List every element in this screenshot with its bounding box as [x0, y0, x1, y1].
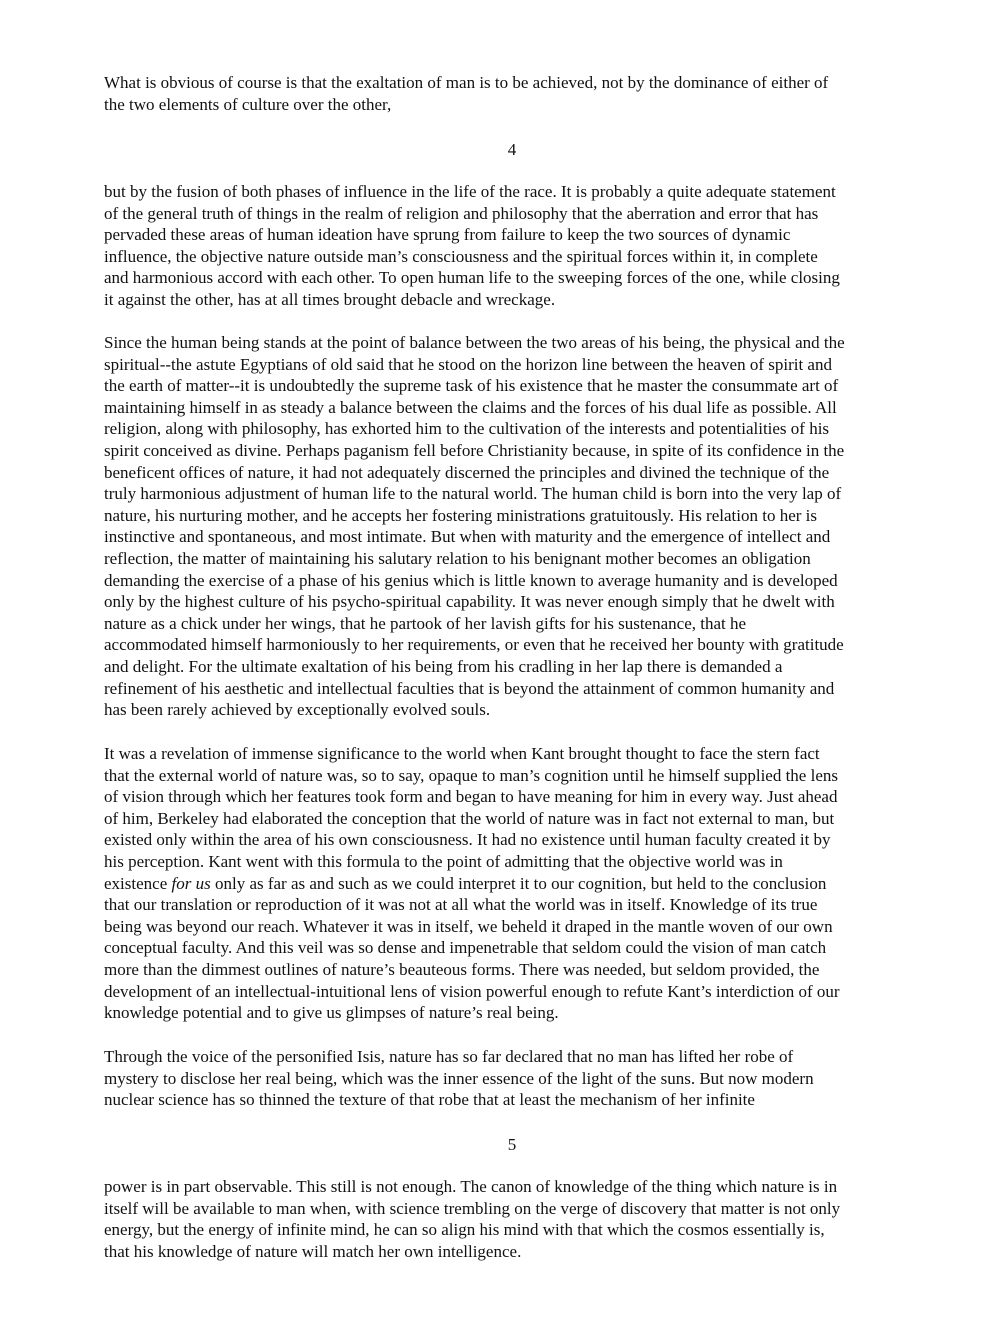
text-line: that the external world of nature was, so to say, opaque to man’s cognition until he himself supplied the lens — [104, 765, 838, 785]
text-line: only by the highest culture of his psycho-spiritual capability. It was never enough simply that he dwelt with — [104, 592, 835, 612]
text-line: itself will be available to man when, with science trembling on the verge of discovery that matter is not only — [104, 1198, 841, 1218]
text-line: demanding the exercise of a phase of his genius which is little known to average humanity and is developed — [104, 570, 838, 590]
text-line: but by the fusion of both phases of influence in the life of the race. It is probably a quite adequate statement — [104, 182, 836, 201]
text-line: has been rarely achieved by exceptionally evolved souls. — [104, 700, 491, 720]
text-line: existed only within the area of his own consciousness. It had no existence until human faculty created it by — [104, 830, 831, 850]
text-line: nature, his nurturing mother, and he accepts her fostering ministrations gratuitously. His relation to her is — [104, 505, 817, 525]
text-line: nuclear science has so thinned the texture of that robe that at least the mechanism of her infinite — [104, 1090, 755, 1110]
page-number: 5 — [507, 1135, 517, 1154]
text-line: It was a revelation of immense significance to the world when Kant brought thought to face the stern fact — [104, 744, 820, 763]
text-line: spirit conceived as divine. Perhaps paganism fell before Christianity because, in spite of its confidence in the — [104, 440, 845, 460]
text-line: power is in part observable. This still is not enough. The canon of knowledge of the thing which nature is in — [104, 1177, 838, 1196]
italic-emphasis: for us — [171, 873, 211, 893]
text-line: spiritual--the astute Egyptians of old said that he stood on the horizon line between the heaven of spirit and — [104, 354, 832, 374]
text-line: being was beyond our reach. Whatever it was in itself, we beheld it draped in the mantle woven of our own — [104, 916, 833, 936]
text-line: refinement of his aesthetic and intellectual faculties that is beyond the attainment of common humanity and — [104, 678, 835, 698]
text-line: nature as a chick under her wings, that he partook of her lavish gifts for his sustenance, that he — [104, 613, 747, 633]
text-line: the two elements of culture over the other, — [104, 94, 392, 114]
text-line: of the general truth of things in the realm of religion and philosophy that the aberration and error that has — [104, 203, 819, 223]
text-line: Through the voice of the personified Isis, nature has so far declared that no man has lifted her robe of — [104, 1047, 794, 1066]
text-line: mystery to disclose her real being, which was the inner essence of the light of the suns. But now modern — [104, 1068, 814, 1088]
text-line: development of an intellectual-intuitional lens of vision powerful enough to refute Kant’s interdiction of our — [104, 981, 840, 1001]
text-line: religion, along with philosophy, has exhorted him to the cultivation of the interests and potentialities of his — [104, 419, 830, 439]
text-run: only as far as and such as we could interpret it to our cognition, but held to the conclusion — [210, 873, 827, 893]
text-line: it against the other, has at all times brought debacle and wreckage. — [104, 289, 556, 309]
text-line: Since the human being stands at the point of balance between the two areas of his being, the physical and the — [104, 333, 845, 352]
text-line: conceptual faculty. And this veil was so dense and impenetrable that seldom could the vision of man catch — [104, 938, 827, 958]
paragraph-4 — [104, 743, 924, 1024]
text-line: and delight. For the ultimate exaltation of his being from his cradling in her lap there is demanded a — [104, 656, 783, 676]
text-line: accommodated himself harmoniously to her requirements, or even that he received her bounty with gratitude — [104, 635, 844, 655]
text-line: of vision through which her features took form and began to have meaning for him in every way. Just ahead — [104, 787, 838, 807]
text-line: knowledge potential and to give us glimpses of nature’s real being. — [104, 1003, 559, 1023]
text-line: more than the dimmest outlines of nature’s beauteous forms. There was needed, but seldom provided, the — [104, 959, 820, 979]
text-line: pervaded these areas of human ideation have sprung from failure to keep the two sources of dynamic — [104, 225, 791, 245]
page-number: 4 — [507, 140, 517, 159]
paragraph-5 — [104, 1046, 924, 1111]
paragraph-6 — [104, 1176, 924, 1262]
text-line: reflection, the matter of maintaining his salutary relation to his benignant mother becomes an obligation — [104, 548, 811, 568]
text-run: existence — [104, 873, 172, 893]
paragraph-1 — [104, 72, 924, 115]
text-line: his perception. Kant went with this formula to the point of admitting that the objective world was in — [104, 851, 783, 871]
text-line: that his knowledge of nature will match her own intelligence. — [104, 1241, 522, 1261]
text-line: What is obvious of course is that the exaltation of man is to be achieved, not by the dominance of either of — [104, 73, 829, 92]
text-line: instinctive and spontaneous, and most intimate. But when with maturity and the emergence of intellect and — [104, 527, 831, 547]
paragraph-2 — [104, 181, 924, 311]
text-line: maintaining himself in as steady a balance between the claims and the forces of his dual life as possible. All — [104, 397, 837, 417]
text-line: of him, Berkeley had elaborated the conception that the world of nature was in fact not external to man, but — [104, 808, 835, 828]
text-line: influence, the objective nature outside man’s consciousness and the spiritual forces within it, in complete — [104, 246, 818, 266]
text-line: energy, but the energy of infinite mind, he can so align his mind with that which the cosmos essentially is, — [104, 1220, 825, 1240]
text-line: the earth of matter--it is undoubtedly the supreme task of his existence that he master the consummate art of — [104, 376, 839, 396]
paragraph-3 — [104, 332, 924, 721]
text-line: that our translation or reproduction of it was not at all what the world was in itself. Knowledge of its true — [104, 895, 818, 915]
text-line: beneficent offices of nature, it had not adequately discerned the principles and divined the technique of the — [104, 462, 830, 482]
text-line: and harmonious accord with each other. To open human life to the sweeping forces of the one, while closing — [104, 268, 840, 288]
text-line-with-italic — [104, 873, 924, 895]
text-line: truly harmonious adjustment of human life to the natural world. The human child is born into the very lap of — [104, 484, 842, 504]
